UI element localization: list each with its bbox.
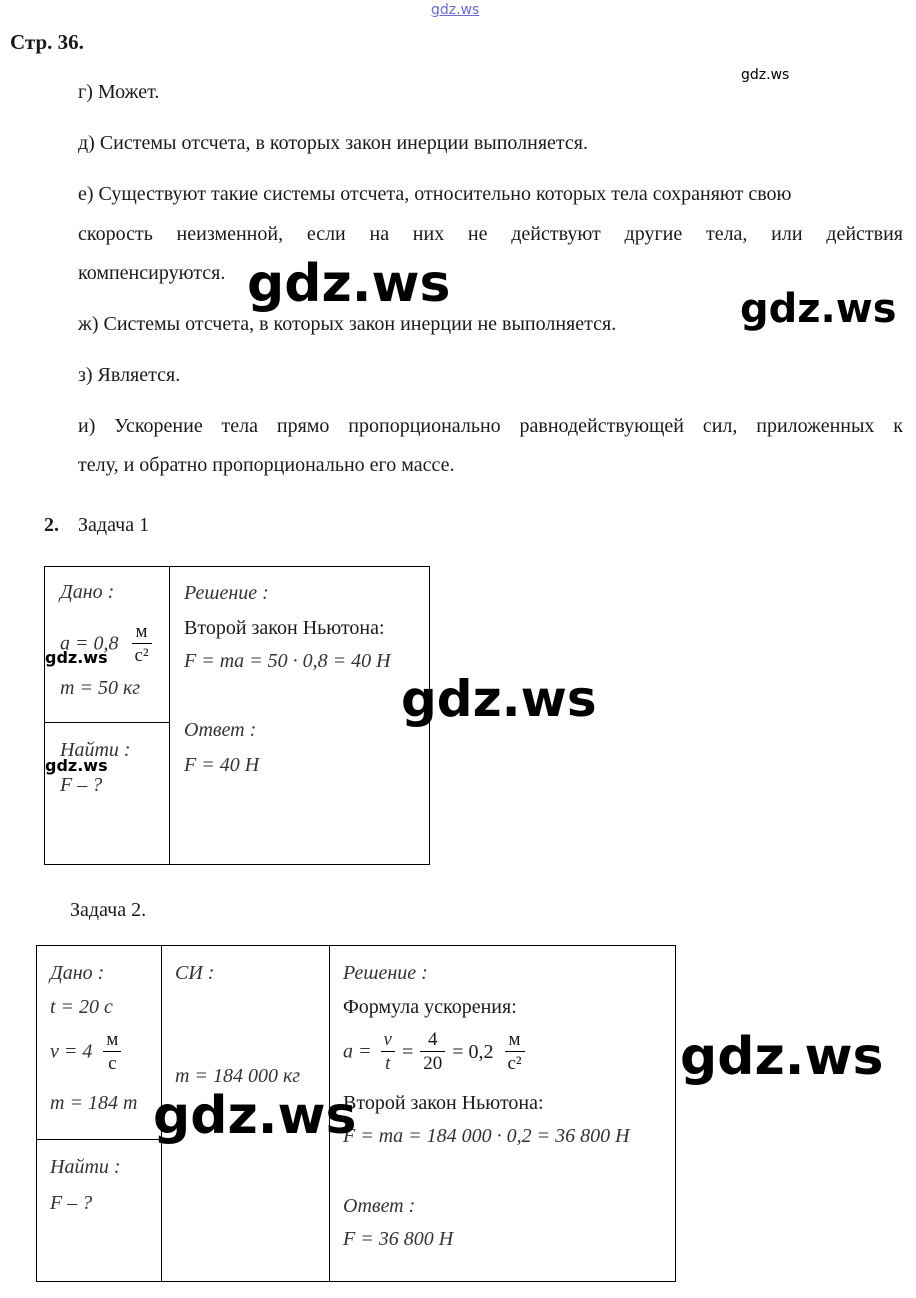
given-label: Дано : (50, 962, 105, 984)
answer-e-line2: скорость неизменной, если на них не действуют другие тела, или действия (78, 223, 903, 245)
table-divider (169, 566, 170, 865)
find-label: Найти : (60, 739, 131, 761)
task2-title: Задача 2. (70, 899, 147, 921)
answer-e-line3: компенсируются. (78, 262, 226, 284)
si-value: m = 184 000 кг (175, 1065, 301, 1087)
answer-d: д) Системы отсчета, в которых закон инерции выполняется. (78, 132, 588, 154)
watermark-large: gdz.ws (401, 670, 597, 728)
page-title: Стр. 36. (10, 30, 84, 54)
watermark-small: gdz.ws (741, 67, 790, 83)
answer-label: Ответ : (343, 1195, 416, 1217)
solution-label: Решение : (184, 582, 269, 604)
task-number: 2. (44, 514, 59, 536)
answer-zh: ж) Системы отсчета, в которых закон инерции не выполняется. (78, 313, 617, 335)
table-divider (44, 722, 170, 723)
unit-fraction: $\frac{м}{\text{с²}}$ (132, 622, 152, 665)
given-acceleration: a = 0,8 $\frac{м}{\text{с²}}$ (60, 622, 152, 665)
answer-i-line2: телу, и обратно пропорционально его массе. (78, 454, 455, 476)
watermark-large: gdz.ws (153, 1086, 357, 1146)
answer-value: F = 36 800 Н (343, 1228, 454, 1250)
watermark-large: gdz.ws (680, 1027, 884, 1087)
answer-label: Ответ : (184, 719, 257, 741)
watermark-small: gdz.ws (45, 648, 108, 667)
watermark-large: gdz.ws (247, 254, 451, 314)
find-label: Найти : (50, 1156, 121, 1178)
task1-table (44, 566, 430, 865)
top-watermark-link[interactable]: gdz.ws (431, 2, 480, 18)
given-mass: m = 50 кг (60, 677, 141, 699)
answer-z: з) Является. (78, 364, 181, 386)
answer-e-line1: е) Существуют такие системы отсчета, относительно которых тела сохраняют свою (78, 183, 792, 205)
given-velocity: v = 4 $\frac{м}{с}$ (50, 1030, 121, 1073)
find-value: F – ? (50, 1192, 93, 1214)
solution-formula: F = ma = 50 · 0,8 = 40 Н (184, 650, 391, 672)
acceleration-formula: a = $\frac{v}{t}$ = $\frac{4}{20}$ = 0,2 $\frac{м}{\text{с²}}$ (343, 1030, 525, 1073)
solution-formula: F = ma = 184 000 · 0,2 = 36 800 Н (343, 1125, 630, 1147)
watermark-large: gdz.ws (740, 286, 897, 332)
solution-law: Второй закон Ньютона: (184, 617, 385, 639)
solution-label: Решение : (343, 962, 428, 984)
task1-title: Задача 1 (78, 514, 150, 536)
given-label: Дано : (60, 581, 115, 603)
given-time: t = 20 с (50, 996, 113, 1018)
given-mass: m = 184 т (50, 1092, 138, 1114)
find-value: F – ? (60, 774, 103, 796)
answer-value: F = 40 Н (184, 754, 260, 776)
table-divider (36, 1139, 162, 1140)
answer-g: г) Может. (78, 81, 160, 103)
unit-fraction: $\frac{м}{\text{с²}}$ (505, 1030, 525, 1073)
si-label: СИ : (175, 962, 215, 984)
answer-i-line1: и) Ускорение тела прямо пропорционально равнодействующей сил, приложенных к (78, 415, 903, 437)
watermark-small: gdz.ws (45, 756, 108, 775)
unit-fraction: $\frac{м}{с}$ (103, 1030, 121, 1073)
solution-law: Второй закон Ньютона: (343, 1092, 544, 1114)
acceleration-formula-label: Формула ускорения: (343, 996, 517, 1018)
